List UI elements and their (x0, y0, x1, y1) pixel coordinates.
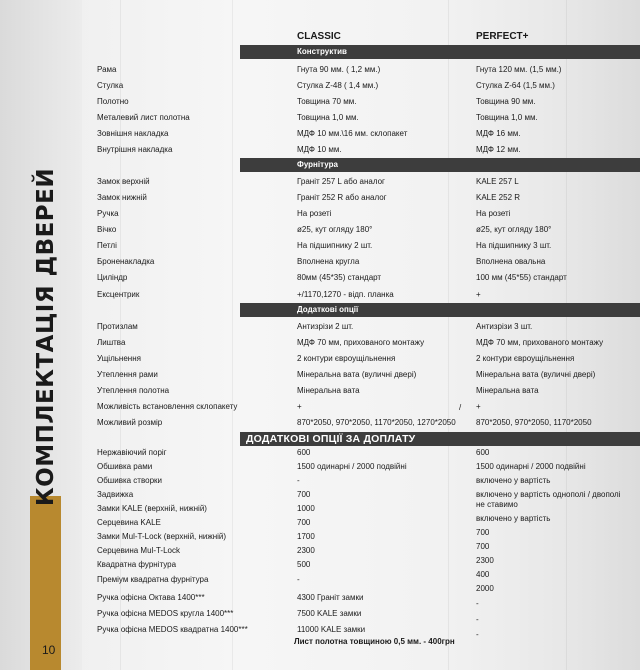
spec-row (0, 238, 640, 254)
extra-classic: - (297, 476, 300, 485)
row-classic: Антизрізи 2 шт. (297, 322, 354, 331)
extra-classic: 700 (297, 518, 311, 527)
row-classic: Граніт 257 L або аналог (297, 177, 385, 186)
spec-row (0, 222, 640, 238)
row-label: Петлі (97, 241, 117, 250)
extra-perfect: 1500 одинарні / 2000 подвійні (476, 462, 586, 471)
row-perfect: + (476, 402, 481, 411)
row-classic: ø25, кут огляду 180° (297, 225, 373, 234)
section-title: Фурнітура (297, 160, 338, 169)
row-label: Замок нижній (97, 193, 147, 202)
row-label: Протизлам (97, 322, 138, 331)
extra-label: Обшивка створки (97, 476, 162, 485)
row-perfect: Стулка Z-64 (1,5 мм.) (476, 81, 555, 90)
extra-perfect: 700 (476, 542, 490, 551)
row-label: Рама (97, 65, 117, 74)
row-perfect: На підшипнику 3 шт. (476, 241, 552, 250)
extra-label: Замки Mul-T-Lock (верхній, нижній) (97, 532, 227, 541)
extra-perfect: 2000 (476, 584, 494, 593)
row-label: Циліндр (97, 273, 128, 282)
extra-perfect-row (0, 612, 640, 628)
spec-row (0, 206, 640, 222)
spec-row (0, 110, 640, 126)
extra-label: Квадратна фурнітура (97, 560, 177, 569)
extra-perfect: 600 (476, 448, 490, 457)
row-label: Внутрішня накладка (97, 145, 173, 154)
spec-row (0, 94, 640, 110)
extra-label: Обшивка рами (97, 462, 153, 471)
section-title: ДОДАТКОВІ ОПЦІЇ ЗА ДОПЛАТУ (246, 433, 416, 445)
spec-row (0, 367, 640, 383)
row-classic: Товщина 70 мм. (297, 97, 357, 106)
extra-label: Ручка офісна MEDOS кругла 1400*** (97, 609, 234, 618)
section-bar-konstruktyv (240, 45, 640, 59)
spec-row (0, 62, 640, 78)
spec-row (0, 415, 640, 431)
extra-label: Задвижка (97, 490, 134, 499)
extra-classic: 500 (297, 560, 311, 569)
row-label: Замок верхній (97, 177, 150, 186)
extra-label: Преміум квадратна фурнітура (97, 575, 209, 584)
spec-row (0, 174, 640, 190)
section-bar-furnitura (240, 158, 640, 172)
row-perfect: + (476, 290, 481, 299)
row-classic: Мінеральна вата (вуличні двері) (297, 370, 417, 379)
row-classic: +/1170,1270 - відп. планка (297, 290, 394, 299)
extra-label: Нержавіючий поріг (97, 448, 167, 457)
extra-classic: 2300 (297, 546, 315, 555)
row-perfect: 100 мм (45*55) стандарт (476, 273, 567, 282)
row-perfect: МДФ 70 мм, прихованого монтажу (476, 338, 604, 347)
column-header-classic: CLASSIC (297, 31, 341, 42)
row-label: Ексцентрик (97, 290, 140, 299)
row-classic: 80мм (45*35) стандарт (297, 273, 382, 282)
row-label: Броненакладка (97, 257, 155, 266)
extra-label: Замки KALE (верхній, нижній) (97, 504, 207, 513)
extra-classic: 1000 (297, 504, 315, 513)
spec-row (0, 254, 640, 270)
section-bar-dodatkovi (240, 303, 640, 317)
row-label: Стулка (97, 81, 124, 90)
row-classic: Стулка Z-48 ( 1,4 мм.) (297, 81, 379, 90)
extra-classic: 700 (297, 490, 311, 499)
extra-perfect-row (0, 581, 640, 597)
row-classic: МДФ 70 мм, прихованого монтажу (297, 338, 425, 347)
row-perfect: Товщина 90 мм. (476, 97, 536, 106)
extra-perfect: 700 (476, 528, 490, 537)
extra-perfect: - (476, 630, 479, 639)
spec-row (0, 399, 640, 415)
section-title: Конструктив (297, 47, 347, 56)
row-perfect: 870*2050, 970*2050, 1170*2050 (476, 418, 592, 427)
row-label: Можливість встановлення склопакету (97, 402, 238, 411)
extra-classic: 7500 KALE замки (297, 609, 362, 618)
row-label: Вічко (97, 225, 117, 234)
row-label: Можливий розмір (97, 418, 163, 427)
extra-perfect: 400 (476, 570, 490, 579)
row-label: Зовнішня накладка (97, 129, 169, 138)
row-classic: Мінеральна вата (297, 386, 360, 395)
row-classic: Гнута 90 мм. ( 1,2 мм.) (297, 65, 381, 74)
row-perfect: МДФ 12 мм. (476, 145, 521, 154)
extra-classic: 600 (297, 448, 311, 457)
page-number: 10 (42, 643, 56, 657)
spec-row (0, 351, 640, 367)
row-label: Ручка (97, 209, 119, 218)
row-perfect: ø25, кут огляду 180° (476, 225, 552, 234)
row-perfect: Вполнена овальна (476, 257, 546, 266)
slash-mark: / (459, 403, 462, 412)
extra-classic: 11000 KALE замки (297, 625, 366, 634)
row-label: Ущільнення (97, 354, 141, 363)
row-perfect: Антизрізи 3 шт. (476, 322, 533, 331)
spec-row (0, 319, 640, 335)
row-classic: Вполнена кругла (297, 257, 360, 266)
row-perfect: Мінеральна вата (вуличні двері) (476, 370, 596, 379)
section-title: Додаткові опції (297, 305, 359, 314)
spec-row (0, 335, 640, 351)
row-perfect: Гнута 120 мм. (1,5 мм.) (476, 65, 562, 74)
extra-perfect: включено у вартість (476, 514, 551, 523)
row-classic: На підшипнику 2 шт. (297, 241, 373, 250)
extra-perfect: включено у вартість (476, 476, 551, 485)
side-title: КОМПЛЕКТАЦІЯ ДВЕРЕЙ (33, 167, 59, 507)
extra-classic: 1500 одинарні / 2000 подвійні (297, 462, 407, 471)
extra-classic: - (297, 575, 300, 584)
row-classic: + (297, 402, 302, 411)
row-classic: 2 контури євроущільнення (297, 354, 396, 363)
extra-perfect: - (476, 599, 479, 608)
row-perfect: Товщина 1,0 мм. (476, 113, 538, 122)
extra-perfect: 2300 (476, 556, 494, 565)
row-perfect: 2 контури євроущільнення (476, 354, 575, 363)
row-label: Лиштва (97, 338, 126, 347)
row-label: Полотно (97, 97, 129, 106)
spec-row (0, 142, 640, 158)
footer-note: Лист полотна товщиною 0,5 мм. - 400грн (294, 637, 455, 646)
extra-label: Серцевина KALE (97, 518, 161, 527)
spec-row (0, 190, 640, 206)
extra-perfect-row (0, 473, 640, 489)
row-classic: 870*2050, 970*2050, 1170*2050, 1270*2050 (297, 418, 456, 427)
extra-perfect: - (476, 615, 479, 624)
row-perfect: Мінеральна вата (476, 386, 539, 395)
row-label: Металевий лист полотна (97, 113, 190, 122)
extra-label: Серцевина Mul-T-Lock (97, 546, 180, 555)
extra-label: Ручка офісна Октава 1400*** (97, 593, 205, 602)
extra-perfect-row (0, 596, 640, 612)
spec-row (0, 287, 640, 303)
extra-classic: 4300 Граніт замки (297, 593, 364, 602)
spec-row (0, 126, 640, 142)
row-label: Утеплення полотна (97, 386, 170, 395)
extra-perfect: включено у вартість однополі / двополі не ставимо (476, 490, 621, 509)
row-classic: МДФ 10 мм.\16 мм. склопакет (297, 129, 408, 138)
column-header-perfect: PERFECT+ (476, 31, 529, 42)
row-classic: МДФ 10 мм. (297, 145, 342, 154)
extra-label: Ручка офісна MEDOS квадратна 1400*** (97, 625, 248, 634)
row-perfect: МДФ 16 мм. (476, 129, 521, 138)
extra-classic: 1700 (297, 532, 315, 541)
row-label: Утеплення рами (97, 370, 158, 379)
spec-row (0, 383, 640, 399)
row-perfect: KALE 257 L (476, 177, 519, 186)
spec-row (0, 78, 640, 94)
row-perfect: KALE 252 R (476, 193, 521, 202)
section-bar-doplata (240, 432, 640, 446)
row-perfect: На розеті (476, 209, 511, 218)
spec-row (0, 270, 640, 286)
row-classic: Товщина 1,0 мм. (297, 113, 359, 122)
row-classic: Граніт 252 R або аналог (297, 193, 387, 202)
row-classic: На розеті (297, 209, 332, 218)
